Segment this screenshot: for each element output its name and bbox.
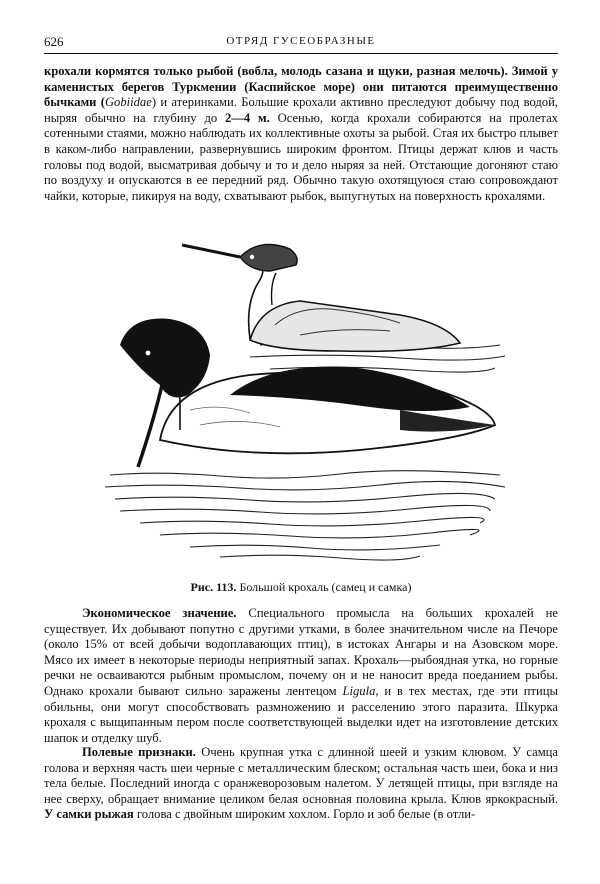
latin-name: Gobiidae: [104, 95, 152, 110]
text-run: , и в тех местах, где эти птицы обильны, они могут способствовать размножению и расселению этого паразита. Шкурка крохаля с выщипанным пером после соответствующей выделки идет на изготовление детских шапок и отделку шуб.: [44, 683, 558, 745]
text-run: Осенью, когда крохали собираются на пролетах сотенными стаями, можно наблюдать их коллективные охоты за рыбой. Стая их быстро плывет в каком-либо направлении, развернувшись широким фронтом. Птицы держат клюв и часть головы под водой, высматривая добычу и то и дело ныряя за ней. Отстающие догоняют стаю по воздуху и опускаются в ее передний ряд. Обычно такую охотящуюся стаю сопровождают чайки, которые, пикируя на воду, схватывают рыбок, выпугнутых на поверхность крохалями.: [44, 110, 558, 203]
text-run: крохали: [44, 64, 92, 78]
text-run: голова с двойным широким хохлом. Горло и зоб белые (в отли-: [133, 807, 476, 822]
text-run: кормятся только рыбой (вобла, молодь сазана и щуки, разная мелочь). Зимой у каменистых берегов Туркмении (Каспийское море) они питаются преимущественно бычками (: [44, 64, 558, 110]
text-run: Очень крупная утка с длинной шеей и узким клювом. У самца голова и верхняя часть шеи черные с металлическим блеском; остальная часть шеи, бока и низ тела белые. Последний иногда с оранжеворозовым налетом. У летящей птицы, при взгляде на нее сверху, обращает внимание целиком белая основная половина крыла. Клюв яркокрасный.: [44, 745, 559, 806]
section-heading: Экономическое значение.: [82, 606, 237, 620]
merganser-illustration: [100, 235, 510, 570]
text-run: Специального промысла на больших крохалей не существует. Их добывают попутно с другими утками, в более значительном числе на Печоре (около 15% от всей добычи водоплавающих птиц), в истоках Ангары и на Азовском море. Мясо их имеет в некоторые периоды неприятный запах. Крохаль—рыбоядная утка, но горные речки не осваиваются рыбным промыслом, почему он и не наносит вреда поеданием рыбы. Однако крохали бывают сильно заражены лентецом: [44, 606, 558, 698]
paragraph-field-marks: [44, 745, 558, 823]
depth-value: 2—4 м.: [225, 110, 270, 125]
figure-caption: [44, 580, 558, 595]
header-rule: [44, 53, 558, 54]
figure-label: Рис. 113.: [190, 580, 237, 594]
page-header: [44, 34, 558, 52]
page-number: 626: [44, 34, 64, 49]
figure-caption-text: Большой крохаль (самец и самка): [236, 580, 412, 594]
text-run: ) и атеринками. Большие крохали активно преследуют добычу под водой, ныряя обычно на глубину до: [44, 95, 558, 125]
figure-mergansers: [100, 235, 510, 570]
latin-name: Ligula: [342, 683, 376, 698]
running-head: ОТРЯД ГУСЕОБРАЗНЫЕ: [226, 35, 376, 47]
emphasis-text: У самки рыжая: [44, 807, 134, 822]
section-heading: Полевые признаки.: [82, 745, 196, 759]
female-merganser: [182, 245, 460, 352]
paragraph-feeding: [44, 64, 558, 204]
paragraph-economic-value: [44, 606, 558, 746]
